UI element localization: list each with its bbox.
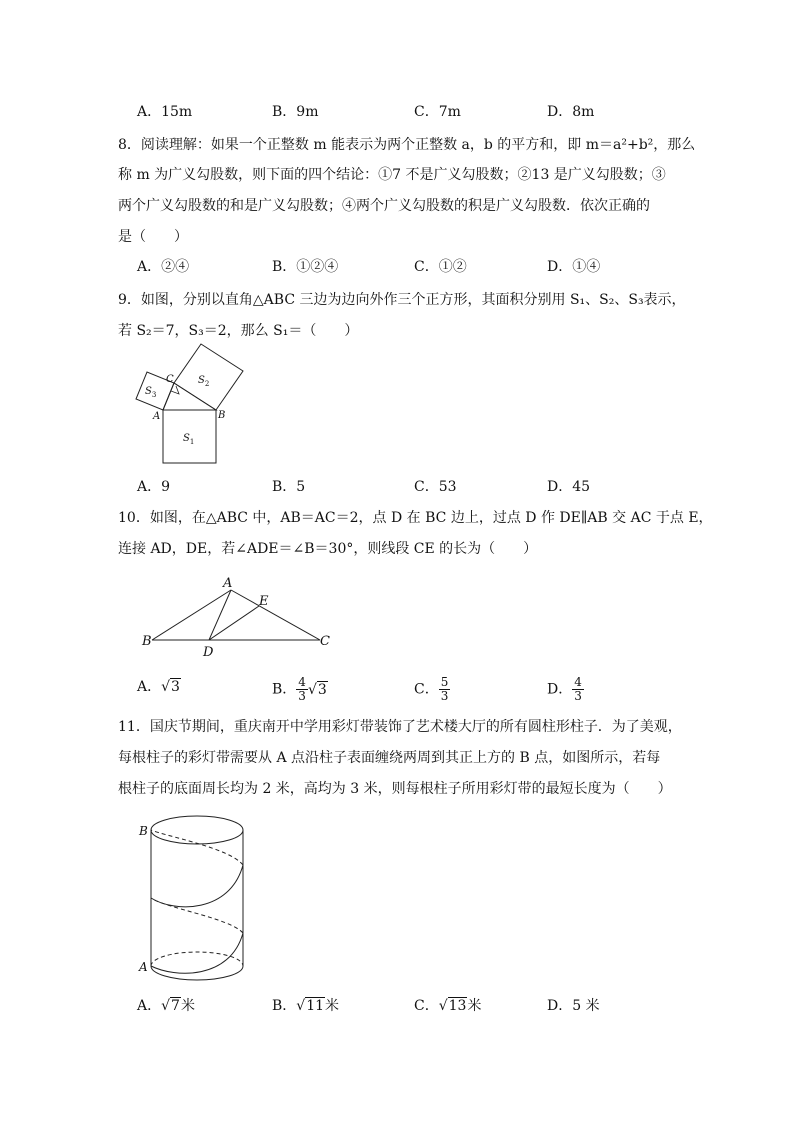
q10-label-c: C (320, 634, 330, 649)
q8-option-c[interactable]: C．①② (414, 259, 467, 275)
q11-option-c-prefix: C． (414, 998, 439, 1014)
q7-option-b[interactable]: B．9m (272, 104, 319, 120)
q9-label-a: A (153, 411, 161, 422)
q10-option-c-prefix: C． (414, 681, 439, 698)
q7-option-c[interactable]: C．7m (414, 104, 461, 120)
q11-option-a-sqrt: √7 (161, 998, 180, 1014)
q11-option-c-unit: 米 (467, 998, 482, 1014)
q11-option-b-unit: 米 (325, 998, 340, 1014)
q9-label-s1: $S_1$ (183, 433, 195, 446)
q10-option-a-prefix: A． (137, 679, 162, 695)
q11-option-a[interactable] (137, 995, 195, 1017)
q10-option-b-fraction: $\frac{4}{3}$ (298, 675, 306, 703)
q8-option-d[interactable]: D．①④ (547, 259, 601, 275)
q11-label-a: A (139, 960, 148, 974)
q8-text-line-2: 称 m 为广义勾股数，则下面的四个结论：①7 不是广义勾股数；②13 是广义勾股数；③ (118, 167, 666, 183)
q8-option-a[interactable]: A．②④ (137, 259, 190, 275)
q10-options (137, 676, 697, 710)
q11-option-b-prefix: B． (272, 998, 297, 1014)
q9-option-c[interactable]: C．53 (414, 479, 457, 495)
q10-option-b-sqrt: √3 (307, 681, 327, 698)
q11-option-d[interactable]: D．5 米 (547, 998, 600, 1014)
q10-option-b-prefix: B． (272, 681, 297, 698)
q8-text-line-1: 8．阅读理解：如果一个正整数 m 能表示为两个正整数 a，b 的平方和，即 m＝a²+b²，那么 (118, 137, 696, 153)
q9-label-s3: $S_3$ (145, 386, 157, 399)
q11-option-a-unit: 米 (180, 998, 195, 1014)
q10-triangle-figure (135, 570, 335, 660)
q11-option-c-sqrt: √13 (438, 998, 467, 1014)
q11-text-line-2: 每根柱子的彩灯带需要从 A 点沿柱子表面缠绕两周到其正上方的 B 点，如图所示，若每 (118, 750, 661, 766)
q8-options (137, 256, 697, 278)
q9-option-d[interactable]: D．45 (547, 479, 591, 495)
q10-label-b: B (142, 634, 152, 649)
q7-options (137, 101, 697, 123)
q8-option-b[interactable]: B．①②④ (272, 259, 339, 275)
q10-label-d: D (203, 645, 214, 660)
q9-square-s2 (174, 344, 243, 410)
q9-squares-figure (135, 340, 250, 475)
q9-option-b[interactable]: B．5 (272, 479, 306, 495)
q10-option-b[interactable] (272, 676, 328, 703)
q10-option-c-fraction: $\frac{5}{3}$ (440, 675, 449, 703)
q10-option-a-radicand: 3 (171, 679, 180, 695)
q10-option-d-prefix: D． (547, 681, 573, 698)
q10-label-e: E (259, 594, 269, 609)
q10-option-d-fraction: $\frac{4}{3}$ (574, 675, 582, 703)
q7-option-d[interactable]: D．8m (547, 104, 595, 120)
q11-text-line-3: 根柱子的底面周长均为 2 米，高均为 3 米，则每根柱子所用彩灯带的最短长度为（ ） (118, 781, 672, 797)
q10-option-d[interactable] (547, 676, 584, 703)
q11-option-a-prefix: A． (137, 998, 162, 1014)
q11-option-b[interactable] (272, 995, 339, 1017)
q7-option-a[interactable]: A．15m (137, 104, 193, 120)
q8-text-line-3: 两个广义勾股数的和是广义勾股数；④两个广义勾股数的积是广义勾股数．依次正确的 (118, 198, 650, 214)
q9-label-b: B (218, 410, 226, 421)
q9-options (137, 476, 697, 498)
q9-label-s2: $S_2$ (198, 375, 210, 388)
q9-text-line-2: 若 S₂＝7，S₃＝2，那么 S₁＝（ ） (118, 323, 359, 339)
q10-option-a[interactable] (137, 676, 181, 698)
q11-options (137, 995, 697, 1017)
q10-text-line-2: 连接 AD，DE，若∠ADE＝∠B＝30°，则线段 CE 的长为（ ） (118, 541, 538, 557)
q11-label-b: B (139, 824, 148, 838)
q10-text-line-1: 10．如图，在△ABC 中，AB＝AC＝2，点 D 在 BC 边上，过点 D 作 DE∥AB 交 AC 于点 E， (118, 510, 713, 526)
q11-option-b-sqrt: √11 (296, 998, 325, 1014)
q9-text-line-1: 9．如图，分别以直角△ABC 三边为边向外作三个正方形，其面积分别用 S₁、S₂、S₃表示， (118, 292, 686, 308)
q10-option-a-sqrt: √3 (161, 679, 180, 695)
q9-option-a[interactable]: A．9 (137, 479, 171, 495)
q10-option-c[interactable] (414, 676, 450, 703)
q11-option-c[interactable] (414, 995, 481, 1017)
q11-text-line-1: 11．国庆节期间，重庆南开中学用彩灯带装饰了艺术楼大厅的所有圆柱形柱子．为了美观， (118, 719, 682, 735)
q11-cylinder-figure (135, 808, 255, 988)
q8-text-line-4: 是（ ） (118, 229, 188, 245)
q10-label-a: A (223, 576, 233, 591)
q9-label-c: C (166, 374, 174, 385)
